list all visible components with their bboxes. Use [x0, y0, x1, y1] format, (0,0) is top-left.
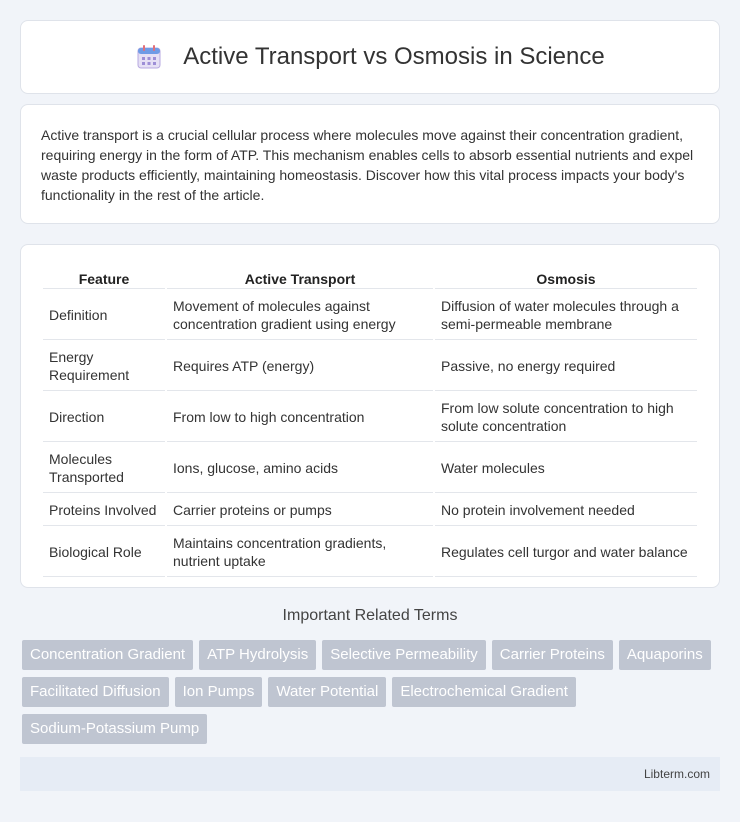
table-cell: Water molecules	[435, 444, 697, 493]
table-cell: Ions, glucose, amino acids	[167, 444, 433, 493]
intro-text: Active transport is a crucial cellular process where molecules move against their concentration gradient, requiring energy in the form of ATP. This mechanism enables cells to absorb essential nutrients and expel waste products efficiently, maintaining homeostasis. Discover how this vital process impacts your body's functionality in the rest of the article.	[41, 127, 694, 203]
table-cell: Requires ATP (energy)	[167, 342, 433, 391]
tag-ion-pumps[interactable]: Ion Pumps	[175, 677, 263, 707]
table-cell: Maintains concentration gradients, nutrient uptake	[167, 528, 433, 577]
intro-card	[20, 104, 720, 224]
tag-selective-permeability[interactable]: Selective Permeability	[322, 640, 486, 670]
tag-atp-hydrolysis[interactable]: ATP Hydrolysis	[199, 640, 316, 670]
tag-facilitated-diffusion[interactable]: Facilitated Diffusion	[22, 677, 169, 707]
table-cell: From low solute concentration to high solute concentration	[435, 393, 697, 442]
table-header: Feature	[43, 267, 165, 289]
page-title: Active Transport vs Osmosis in Science	[183, 43, 605, 70]
comparison-table	[41, 265, 699, 579]
table-cell: Regulates cell turgor and water balance	[435, 528, 697, 577]
comparison-card	[20, 244, 720, 588]
table-cell: Movement of molecules against concentration gradient using energy	[167, 291, 433, 340]
tag-concentration-gradient[interactable]: Concentration Gradient	[22, 640, 193, 670]
tag-electrochemical-gradient[interactable]: Electrochemical Gradient	[392, 677, 576, 707]
table-row	[43, 528, 697, 577]
table-cell: Energy Requirement	[43, 342, 165, 391]
footer-site-link[interactable]: Libterm.com	[643, 767, 710, 781]
table-row	[43, 291, 697, 340]
table-header: Active Transport	[167, 267, 433, 289]
table-header: Osmosis	[435, 267, 697, 289]
table-row	[43, 444, 697, 493]
table-row	[43, 342, 697, 391]
calendar-icon	[135, 43, 163, 71]
tag-aquaporins[interactable]: Aquaporins	[619, 640, 711, 670]
table-row	[43, 393, 697, 442]
table-cell: No protein involvement needed	[435, 495, 697, 526]
tag-sodium-potassium-pump[interactable]: Sodium-Potassium Pump	[22, 714, 207, 744]
table-cell: Biological Role	[43, 528, 165, 577]
related-terms-title: Important Related Terms	[282, 607, 458, 624]
tag-carrier-proteins[interactable]: Carrier Proteins	[492, 640, 613, 670]
footer	[20, 757, 720, 791]
table-cell: Passive, no energy required	[435, 342, 697, 391]
table-row	[43, 495, 697, 526]
tag-water-potential[interactable]: Water Potential	[268, 677, 386, 707]
table-header-row	[43, 267, 697, 289]
table-cell: Proteins Involved	[43, 495, 165, 526]
table-cell: Direction	[43, 393, 165, 442]
header-card	[20, 20, 720, 94]
table-cell: Definition	[43, 291, 165, 340]
table-cell: Diffusion of water molecules through a semi-permeable membrane	[435, 291, 697, 340]
related-terms-list	[22, 640, 722, 751]
table-cell: Carrier proteins or pumps	[167, 495, 433, 526]
table-cell: From low to high concentration	[167, 393, 433, 442]
table-cell: Molecules Transported	[43, 444, 165, 493]
